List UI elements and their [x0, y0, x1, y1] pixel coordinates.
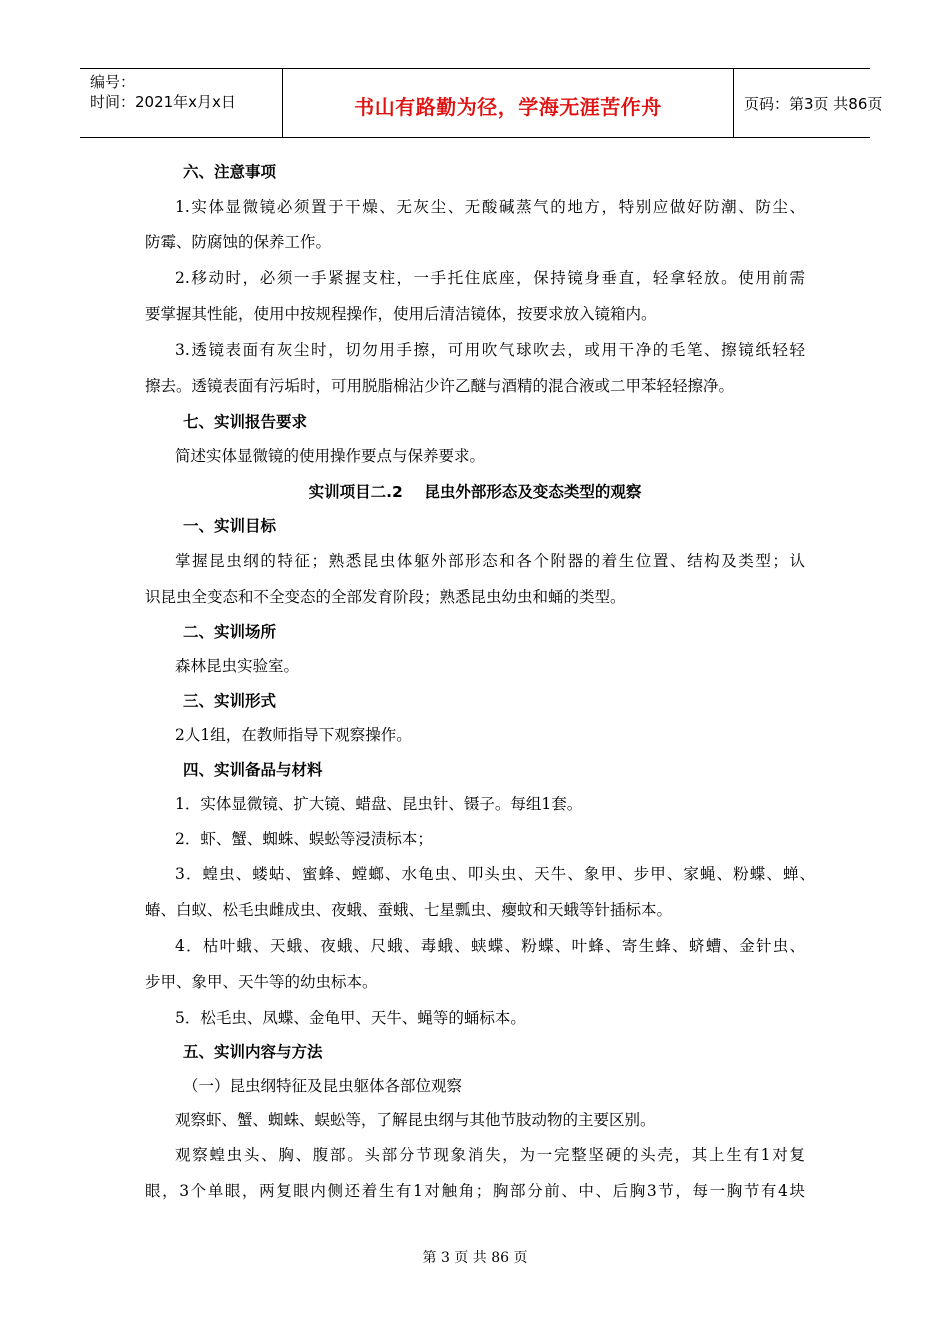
- section-heading: 七、实训报告要求: [183, 413, 308, 431]
- section-heading: 四、实训备品与材料: [183, 761, 323, 779]
- paragraph-line: 掌握昆虫纲的特征；熟悉昆虫体躯外部形态和各个附器的着生位置、结构及类型；认: [175, 552, 805, 570]
- paragraph-line: 3．蝗虫、蝼蛄、蜜蜂、螳螂、水龟虫、叩头虫、天牛、象甲、步甲、家蝇、粉蝶、蝉、: [175, 865, 815, 883]
- paragraph-line: 眼，3个单眼，两复眼内侧还着生有1对触角；胸部分前、中、后胸3节，每一胸节有4块: [145, 1182, 805, 1200]
- paragraph-line: 观察虾、蟹、蜘蛛、蜈蚣等，了解昆虫纲与其他节肢动物的主要区别。: [175, 1111, 656, 1129]
- page-footer: 第 3 页 共 86 页: [422, 1250, 528, 1266]
- section-heading: 一、实训目标: [183, 517, 277, 535]
- paragraph-line: 2.移动时，必须一手紧握支柱，一手托住底座，保持镜身垂直，轻拿轻放。使用前需: [175, 269, 805, 287]
- paragraph-line: 森林昆虫实验室。: [175, 657, 300, 675]
- paragraph-line: 擦去。透镜表面有污垢时，可用脱脂棉沾少许乙醚与酒精的混合液或二甲苯轻轻擦净。: [145, 377, 735, 395]
- paragraph-line: 4．枯叶蛾、天蛾、夜蛾、尺蛾、毒蛾、蛱蝶、粉蝶、叶蜂、寄生蜂、蛴螬、金针虫、: [175, 937, 805, 955]
- header-page-info: 页码：第3页 共86页: [744, 95, 883, 113]
- section-heading: 二、实训场所: [183, 623, 277, 641]
- paragraph-line: 1.实体显微镜必须置于干燥、无灰尘、无酸碱蒸气的地方，特别应做好防潮、防尘、: [175, 198, 805, 216]
- paragraph-line: 5．松毛虫、凤蝶、金龟甲、天牛、蝇等的蛹标本。: [175, 1009, 526, 1027]
- section-heading: 五、实训内容与方法: [183, 1043, 323, 1061]
- document-number-label: 编号：: [90, 73, 136, 91]
- header-page-cell: [734, 69, 883, 137]
- project-title: 实训项目二.2 昆虫外部形态及变态类型的观察: [308, 483, 642, 501]
- subsection-heading: （一）昆虫纲特征及昆虫躯体各部位观察: [183, 1077, 463, 1095]
- paragraph-line: 识昆虫全变态和不全变态的全部发育阶段；熟悉昆虫幼虫和蛹的类型。: [145, 588, 626, 606]
- section-heading: 六、注意事项: [183, 163, 277, 181]
- header-meta-cell: [80, 69, 282, 137]
- section-heading: 三、实训形式: [183, 692, 277, 710]
- paragraph-line: 3.透镜表面有灰尘时，切勿用手擦，可用吹气球吹去，或用干净的毛笔、擦镜纸轻轻: [175, 341, 805, 359]
- paragraph-line: 观察蝗虫头、胸、腹部。头部分节现象消失，为一完整坚硬的头壳，其上生有1对复: [175, 1146, 805, 1164]
- document-date: 时间：2021年x月x日: [90, 93, 236, 111]
- header-motto-cell: [282, 69, 734, 137]
- paragraph-line: 防霉、防腐蚀的保养工作。: [145, 233, 332, 251]
- page-header: [80, 68, 883, 138]
- paragraph-line: 2．虾、蟹、蜘蛛、蜈蚣等浸渍标本；: [175, 830, 433, 848]
- header-motto: 书山有路勤为径，学海无涯苦作舟: [354, 95, 662, 119]
- paragraph-line: 2人1组，在教师指导下观察操作。: [175, 726, 412, 744]
- paragraph-line: 步甲、象甲、天牛等的幼虫标本。: [145, 973, 378, 991]
- paragraph-line: 简述实体显微镜的使用操作要点与保养要求。: [175, 447, 486, 465]
- paragraph-line: 要掌握其性能，使用中按规程操作，使用后清洁镜体，按要求放入镜箱内。: [145, 305, 657, 323]
- paragraph-line: 1．实体显微镜、扩大镜、蜡盘、昆虫针、镊子。每组1套。: [175, 795, 583, 813]
- paragraph-line: 蝽、白蚁、松毛虫雌成虫、夜蛾、蚕蛾、七星瓢虫、瘿蚊和天蛾等针插标本。: [145, 901, 673, 919]
